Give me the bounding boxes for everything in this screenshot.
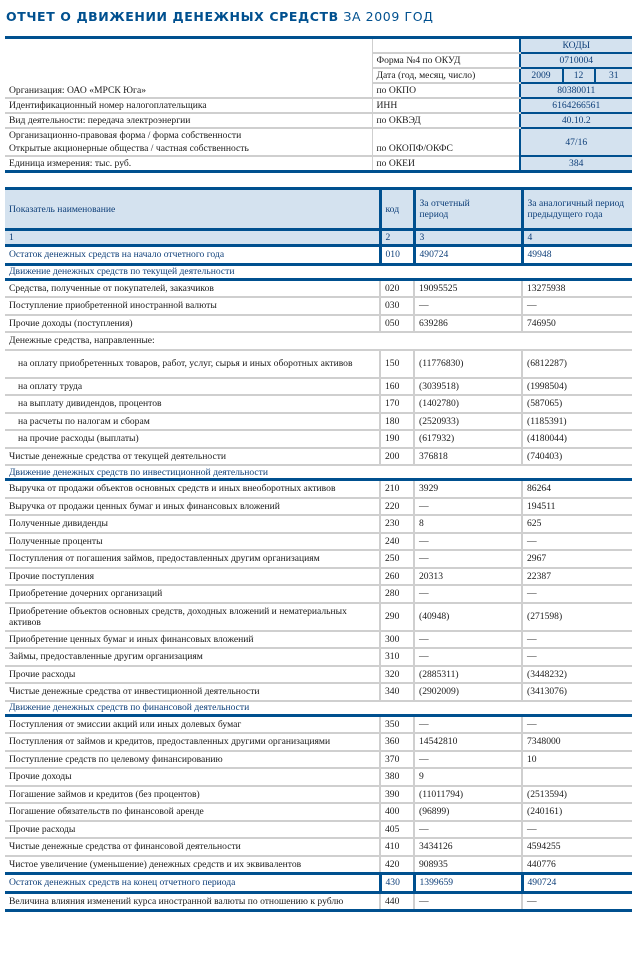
row-code: 200 — [380, 448, 414, 466]
column-number-row — [5, 230, 632, 246]
col-number: 4 — [522, 230, 632, 246]
row-code: 030 — [380, 297, 414, 315]
col-header-current: За отчетный период — [414, 189, 522, 230]
row-name: Величина влияния изменений курса иностранной валюты по отношению к рублю — [9, 895, 344, 907]
row-name: на прочие расходы (выплаты) — [5, 430, 380, 448]
row-current-value: — — [414, 498, 522, 516]
col-number: 3 — [414, 230, 522, 246]
row-current-value: — — [414, 648, 522, 666]
opf-label: Организационно-правовая форма / форма собственности — [9, 130, 242, 141]
table-row — [5, 751, 632, 769]
col-header-name: Показатель наименование — [5, 189, 380, 230]
section-title: Движение денежных средств по финансовой деятельности — [5, 701, 632, 716]
row-code: 390 — [380, 786, 414, 804]
row-name: Чистое увеличение (уменьшение) денежных средств и их эквивалентов — [5, 856, 380, 874]
table-row — [5, 892, 632, 911]
row-code: 290 — [380, 603, 414, 631]
table-row — [5, 498, 632, 516]
unit-row — [5, 156, 632, 172]
inn-row — [5, 98, 632, 113]
table-row — [5, 874, 632, 893]
row-name: Поступления от эмиссии акций или иных долевых бумаг — [5, 715, 380, 733]
row-current-value: (2520933) — [414, 413, 522, 431]
activity-row — [5, 113, 632, 128]
row-previous-value: — — [522, 821, 632, 839]
row-current-value: 20313 — [414, 568, 522, 586]
row-name: Прочие расходы — [5, 666, 380, 684]
date-month: 12 — [563, 68, 595, 83]
row-code: 420 — [380, 856, 414, 874]
row-current-value: (1402780) — [414, 395, 522, 413]
row-current-value: 1399659 — [414, 874, 522, 893]
row-code: 350 — [380, 715, 414, 733]
row-name: Займы, предоставленные другим организациям — [5, 648, 380, 666]
row-previous-value: 625 — [522, 515, 632, 533]
row-current-value: 14542810 — [414, 733, 522, 751]
opf-row — [5, 128, 632, 142]
row-name: Прочие поступления — [5, 568, 380, 586]
ownership-code: 47/16 — [520, 128, 633, 156]
table-row — [5, 395, 632, 413]
table-row — [5, 246, 632, 265]
row-code: 240 — [380, 533, 414, 551]
row-code: 020 — [380, 279, 414, 297]
date-day: 31 — [595, 68, 633, 83]
row-name: Прочие доходы (поступления) — [5, 315, 380, 333]
row-code: 340 — [380, 683, 414, 701]
table-row — [5, 480, 632, 498]
row-name: Прочие расходы — [5, 821, 380, 839]
table-row — [5, 666, 632, 684]
row-current-value: (40948) — [414, 603, 522, 631]
row-current-value: (3039518) — [414, 378, 522, 396]
row-code: 405 — [380, 821, 414, 839]
row-previous-value: (271598) — [522, 603, 632, 631]
table-row — [5, 803, 632, 821]
row-previous-value: 10 — [522, 751, 632, 769]
row-name: Средства, полученные от покупателей, заказчиков — [5, 279, 380, 297]
row-code: 170 — [380, 395, 414, 413]
row-previous-value: 2967 — [522, 550, 632, 568]
org-row — [5, 83, 632, 98]
col-header-code: код — [380, 189, 414, 230]
row-code: 150 — [380, 350, 414, 378]
row-current-value: — — [414, 550, 522, 568]
section-header-row — [5, 465, 632, 480]
row-current-value: — — [414, 751, 522, 769]
row-code: 280 — [380, 585, 414, 603]
table-row — [5, 631, 632, 649]
row-previous-value: (587065) — [522, 395, 632, 413]
table-row — [5, 568, 632, 586]
org-label: Организация: ОАО «МРСК Юга» — [5, 83, 372, 98]
page-title — [6, 9, 434, 24]
section-header-row — [5, 701, 632, 716]
row-name: на выплату дивидендов, процентов — [5, 395, 380, 413]
col-number: 1 — [5, 230, 380, 246]
row-previous-value: — — [522, 297, 632, 315]
col-header-previous: За аналогичный период предыдущего года — [522, 189, 632, 230]
row-code: 320 — [380, 666, 414, 684]
row-name: Погашение обязательств по финансовой аренде — [5, 803, 380, 821]
row-name: Погашение займов и кредитов (без процентов) — [5, 786, 380, 804]
row-code: 400 — [380, 803, 414, 821]
row-previous-value: (6812287) — [522, 350, 632, 378]
row-code: 310 — [380, 648, 414, 666]
row-previous-value: (3413076) — [522, 683, 632, 701]
row-label: Денежные средства, направленные: — [5, 332, 632, 350]
row-current-value: 19095525 — [414, 279, 522, 297]
form-label: Форма №4 по ОКУД — [372, 53, 520, 68]
row-current-value: (617932) — [414, 430, 522, 448]
org-code: 80380011 — [520, 83, 633, 98]
row-name: на оплату приобретенных товаров, работ, услуг, сырья и иных оборотных активов — [5, 350, 380, 378]
inn-code: 6164266561 — [520, 98, 633, 113]
table-row — [5, 786, 632, 804]
row-name: Поступления от погашения займов, предоставленных другим организациям — [5, 550, 380, 568]
row-previous-value: (240161) — [522, 803, 632, 821]
row-current-value: — — [414, 585, 522, 603]
row-current-value: 3929 — [414, 480, 522, 498]
organization-header-table — [5, 36, 632, 173]
codes-row — [5, 38, 632, 54]
table-row — [5, 585, 632, 603]
row-current-value: 376818 — [414, 448, 522, 466]
table-row — [5, 430, 632, 448]
table-row — [5, 279, 632, 297]
row-code: 260 — [380, 568, 414, 586]
section-title: Движение денежных средств по текущей деятельности — [5, 264, 632, 279]
table-row — [5, 448, 632, 466]
row-previous-value: (1998504) — [522, 378, 632, 396]
row-previous-value: 13275938 — [522, 279, 632, 297]
date-year: 2009 — [520, 68, 563, 83]
row-previous-value: 490724 — [522, 874, 632, 893]
row-code: 380 — [380, 768, 414, 786]
row-name: Выручка от продажи объектов основных средств и иных внеоборотных активов — [5, 480, 380, 498]
row-name: Поступления от займов и кредитов, предоставленных другими организациями — [5, 733, 380, 751]
row-name: Приобретение дочерних организаций — [5, 585, 380, 603]
cash-flow-table — [5, 187, 632, 912]
row-current-value: 3434126 — [414, 838, 522, 856]
table-row — [5, 315, 632, 333]
title-bold: ОТЧЕТ О ДВИЖЕНИИ ДЕНЕЖНЫХ СРЕДСТВ — [6, 9, 339, 24]
row-current-value: (2885311) — [414, 666, 522, 684]
row-name: Остаток денежных средств на начало отчетного года — [5, 246, 380, 265]
row-current-value: 9 — [414, 768, 522, 786]
row-code: 160 — [380, 378, 414, 396]
table-row — [5, 715, 632, 733]
table-row — [5, 648, 632, 666]
row-current-value: — — [414, 821, 522, 839]
row-code: 250 — [380, 550, 414, 568]
row-name: Выручка от продажи ценных бумаг и иных финансовых вложений — [5, 498, 380, 516]
section-title: Движение денежных средств по инвестиционной деятельности — [5, 465, 632, 480]
row-code: 180 — [380, 413, 414, 431]
row-code: 430 — [380, 874, 414, 893]
table-row — [5, 856, 632, 874]
row-previous-value: 86264 — [522, 480, 632, 498]
row-name: Чистые денежные средства от финансовой деятельности — [5, 838, 380, 856]
row-code: 360 — [380, 733, 414, 751]
unit-code-label: по ОКЕИ — [372, 156, 520, 172]
codes-label: КОДЫ — [520, 38, 633, 54]
row-code: 190 — [380, 430, 414, 448]
row-previous-value: — — [522, 648, 632, 666]
row-code: 050 — [380, 315, 414, 333]
table-row — [5, 838, 632, 856]
table-row — [5, 350, 632, 378]
row-current-value: — — [414, 892, 522, 911]
activity-code: 40.10.2 — [520, 113, 633, 128]
row-current-value: — — [414, 631, 522, 649]
row-current-value: — — [414, 533, 522, 551]
row-previous-value: 194511 — [522, 498, 632, 516]
row-previous-value: (1185391) — [522, 413, 632, 431]
row-name: Прочие доходы — [5, 768, 380, 786]
row-previous-value: (3448232) — [522, 666, 632, 684]
row-current-value: (2902009) — [414, 683, 522, 701]
row-name: Приобретение объектов основных средств, доходных вложений и нематериальных активов — [5, 603, 380, 631]
activity-label: Вид деятельности: передача электроэнергии — [5, 113, 372, 128]
table-row — [5, 332, 632, 350]
row-previous-value: 4594255 — [522, 838, 632, 856]
row-previous-value: — — [522, 585, 632, 603]
table-row — [5, 413, 632, 431]
activity-code-label: по ОКВЭД — [372, 113, 520, 128]
row-name: Поступление средств по целевому финансированию — [5, 751, 380, 769]
table-row — [5, 550, 632, 568]
row-previous-value: — — [522, 631, 632, 649]
row-code: 210 — [380, 480, 414, 498]
column-header-row — [5, 189, 632, 230]
ownership-label: Открытые акционерные общества / частная собственность — [5, 142, 372, 156]
row-previous-value: 7348000 — [522, 733, 632, 751]
row-current-value: (96899) — [414, 803, 522, 821]
row-name: Чистые денежные средства от текущей деятельности — [5, 448, 380, 466]
row-current-value: 639286 — [414, 315, 522, 333]
row-previous-value — [522, 768, 632, 786]
row-code: 300 — [380, 631, 414, 649]
form-code: 0710004 — [520, 53, 633, 68]
table-row — [5, 533, 632, 551]
row-previous-value: — — [522, 533, 632, 551]
row-previous-value: 22387 — [522, 568, 632, 586]
col-number: 2 — [380, 230, 414, 246]
table-row — [5, 297, 632, 315]
row-current-value: (11776830) — [414, 350, 522, 378]
row-code: 230 — [380, 515, 414, 533]
row-name: Полученные проценты — [5, 533, 380, 551]
date-label: Дата (год, месяц, число) — [372, 68, 520, 83]
row-current-value: — — [414, 297, 522, 315]
unit-code: 384 — [520, 156, 633, 172]
table-row — [5, 821, 632, 839]
section-header-row — [5, 264, 632, 279]
row-name: Полученные дивиденды — [5, 515, 380, 533]
org-code-label: по ОКПО — [372, 83, 520, 98]
unit-label: Единица измерения: тыс. руб. — [9, 158, 132, 169]
row-current-value: 490724 — [414, 246, 522, 265]
table-row — [5, 603, 632, 631]
row-code: 440 — [380, 892, 414, 911]
row-name: Приобретение ценных бумаг и иных финансовых вложений — [5, 631, 380, 649]
row-current-value: (11011794) — [414, 786, 522, 804]
row-code: 010 — [380, 246, 414, 265]
row-current-value: 8 — [414, 515, 522, 533]
table-row — [5, 683, 632, 701]
row-name: на расчеты по налогам и сборам — [5, 413, 380, 431]
row-previous-value: 746950 — [522, 315, 632, 333]
row-code: 220 — [380, 498, 414, 516]
row-code: 410 — [380, 838, 414, 856]
title-period: ЗА 2009 ГОД — [343, 9, 434, 24]
table-row — [5, 378, 632, 396]
row-previous-value: — — [522, 892, 632, 911]
table-row — [5, 768, 632, 786]
row-previous-value: (4180044) — [522, 430, 632, 448]
row-name: Остаток денежных средств на конец отчетного периода — [5, 874, 380, 893]
row-previous-value: 49948 — [522, 246, 632, 265]
row-name: на оплату труда — [5, 378, 380, 396]
table-row — [5, 733, 632, 751]
row-current-value: — — [414, 715, 522, 733]
row-name: Поступление приобретенной иностранной валюты — [5, 297, 380, 315]
row-previous-value: (740403) — [522, 448, 632, 466]
row-name: Чистые денежные средства от инвестиционной деятельности — [5, 683, 380, 701]
table-row — [5, 515, 632, 533]
row-previous-value: (2513594) — [522, 786, 632, 804]
inn-label: Идентификационный номер налогоплательщика — [5, 98, 372, 113]
row-current-value: 908935 — [414, 856, 522, 874]
ownership-code-label: по ОКОПФ/ОКФС — [372, 142, 520, 156]
row-code: 370 — [380, 751, 414, 769]
inn-code-label: ИНН — [372, 98, 520, 113]
row-previous-value: — — [522, 715, 632, 733]
row-previous-value: 440776 — [522, 856, 632, 874]
